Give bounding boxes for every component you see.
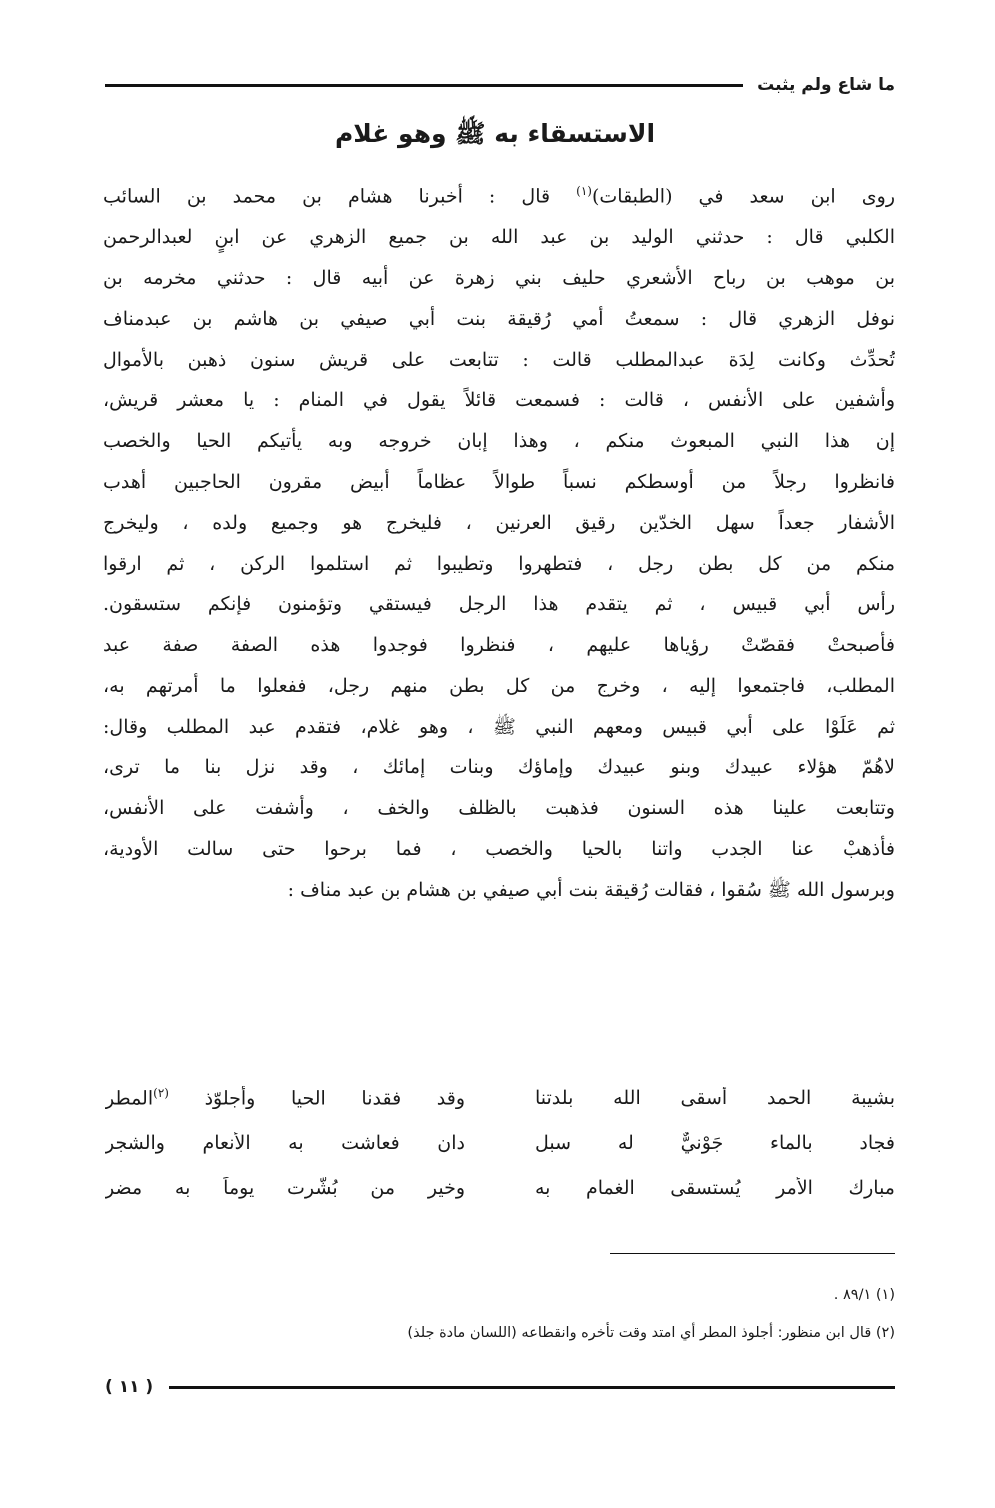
body-line-4: نوفل الزهري قال : سمعتُ أمي رُقيقة بنت أبي صيفي بن هاشم بن عبدمناف (103, 307, 895, 330)
body-text (103, 171, 895, 911)
poem (105, 1075, 895, 1210)
footer-rule (169, 1386, 895, 1389)
body-line-16: وتتابعت علينا هذه السنون فذهبت بالظلف والخف ، وأشفت على الأنفس، (103, 797, 895, 820)
body-line-18: وبرسول الله ﷺ سُقوا ، فقالت رُقيقة بنت أبي صيفي بن هشام بن عبد مناف : (287, 878, 895, 901)
body-line-17: فأذهبْ عنا الجدب واتنا بالحيا والخصب ، فما برحوا حتى سالت الأودية، (103, 838, 895, 861)
running-header (105, 70, 895, 100)
body-line-1: روى ابن سعد في (الطبقات)$^{(١)}$ قال : أخبرنا هشام بن محمد بن السائب (103, 184, 895, 208)
footnote-2: (٢) قال ابن منظور: أجلوذ المطر أي امتد وقت تأخره وانقطاعه (اللسان مادة جلذ) (407, 1325, 895, 1341)
body-line-2: الكلبي قال : حدثني الوليد بن عبد الله بن جميع الزهري عن ابنٍ لعبدالرحمن (103, 226, 895, 249)
footnote-ref-2: (٢) (153, 1085, 169, 1100)
poem-first-hemistich: فجاد بالماء جَوْنيٌّ له سبل (535, 1131, 895, 1154)
footnote-ref-1: (١) (576, 184, 592, 198)
body-line-5: تُحدِّث وكانت لِدَة عبدالمطلب قالت : تتابعت على قريش سنون ذهبن بالأموال (103, 348, 895, 371)
running-title: ما شاع ولم يثبت (757, 75, 895, 95)
section-title: الاستسقاء به ﷺ وهو غلام (334, 119, 656, 148)
body-line-14: ثم عَلَوْا على أبي قبيس ومعهم النبي ﷺ ، وهو غلام، فتقدم عبد المطلب وقال: (103, 715, 895, 738)
footnote-separator (610, 1253, 895, 1254)
body-line-3: بن موهب بن رباح الأشعري حليف بني زهرة عن أبيه قال : حدثني مخرمه بن (103, 266, 895, 289)
body-line-13: المطلب، فاجتمعوا إليه ، وخرج من كل بطن منهم رجل، ففعلوا ما أمرتهم به، (103, 674, 895, 697)
poem-second-hemistich: وخير من بُشّرت يوماً به مضر (105, 1176, 465, 1199)
poem-verse (105, 1120, 895, 1165)
footnote-1: (١) ٨٩/١ . (833, 1287, 895, 1303)
poem-second-hemistich: وقد فقدنا الحيا وأجلوّذ $^{(٢)}$المطر (105, 1085, 465, 1110)
page-number: ( ١١ ) (105, 1377, 154, 1397)
body-line-10: منكم من كل بطن رجل ، فتطهروا وتطيبوا ثم استلموا الركن ، ثم ارقوا (103, 552, 895, 575)
poem-verse (105, 1075, 895, 1120)
poem-verse (105, 1165, 895, 1210)
footnotes (103, 1276, 895, 1352)
poem-second-hemistich: دان فعاشت به الأنعام والشجر (105, 1131, 465, 1154)
header-rule (105, 84, 743, 87)
body-line-12: فأصبحتْ فقصّتْ رؤياها عليهم ، فنظروا فوجدوا هذه الصفة صفة عبد (103, 634, 895, 657)
poem-first-hemistich: بشيبة الحمد أسقى الله بلدتنا (535, 1086, 895, 1109)
poem-first-hemistich: مبارك الأمر يُستسقى الغمام به (535, 1176, 895, 1199)
body-line-11: رأس أبي قبيس ، ثم يتقدم هذا الرجل فيستقي وتؤمنون فإنكم ستسقون. (103, 593, 895, 616)
body-line-9: الأشفار جعداً سهل الخدّين رقيق العرنين ، فليخرج هو وجميع ولده ، وليخرج (103, 511, 895, 534)
body-line-6: وأشفين على الأنفس ، قالت : فسمعت قائلاً يقول في المنام : يا معشر قريش، (103, 389, 895, 412)
page-footer (105, 1372, 895, 1402)
body-line-15: لاهُمّ هؤلاء عبيدك وبنو عبيدك وإماؤك وبنات إمائك ، وقد نزل بنا ما ترى، (103, 756, 895, 779)
body-line-7: إن هذا النبي المبعوث منكم ، وهذا إبان خروجه وبه يأتيكم الحيا والخصب (103, 430, 895, 453)
body-line-8: فانظروا رجلاً من أوسطكم نسباً طوالاً عظاماً أبيض مقرون الحاجبين أهدب (103, 470, 895, 493)
